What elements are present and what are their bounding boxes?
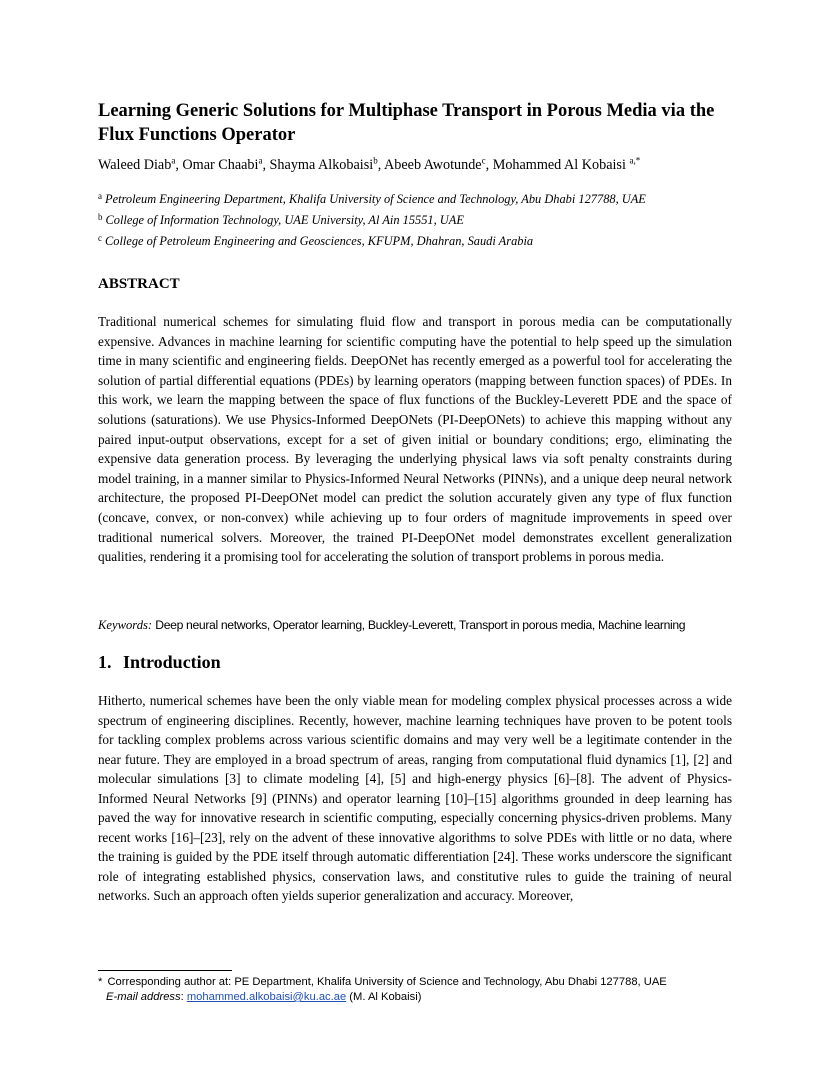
keywords-label: Keywords: — [98, 618, 153, 632]
footnote-email-line: E-mail address: mohammed.alkobaisi@ku.ac.ae (M. Al Kobaisi) — [106, 991, 422, 1003]
affiliation-text: College of Petroleum Engineering and Geosciences, KFUPM, Dhahran, Saudi Arabia — [105, 234, 534, 248]
affiliation-mark: a — [98, 191, 102, 201]
footnote-mark: * — [98, 976, 103, 988]
affiliation-mark: c — [98, 233, 102, 243]
author-affiliation-mark: c — [481, 155, 486, 166]
abstract-heading: ABSTRACT — [98, 276, 180, 292]
email-owner: (M. Al Kobaisi) — [349, 991, 422, 1003]
author-name: Mohammed Al Kobaisi — [492, 157, 626, 173]
author-affiliation-mark: a — [258, 155, 263, 166]
keywords — [98, 618, 738, 633]
footnote-text: Corresponding author at: PE Department, Khalifa University of Science and Technology, Abu Dhabi 127788, UAE — [107, 976, 667, 988]
author-affiliation-mark: a — [171, 155, 176, 166]
author-affiliation-mark: b — [373, 155, 378, 166]
section-title: Introduction — [123, 652, 221, 672]
keywords-text: Deep neural networks, Operator learning, Buckley-Leverett, Transport in porous media, Machine learning — [155, 618, 686, 632]
author-list: Waleed Diab$^a$, Omar Chaabi$^a$, Shayma Alkobaisi$^b$, Abeeb Awotunde$^c$, Mohammed Al Kobaisi $^{a,*}$ — [98, 155, 641, 173]
affiliation-text: College of Information Technology, UAE University, Al Ain 15551, UAE — [105, 213, 464, 227]
introduction-heading — [98, 652, 221, 673]
footnote-divider — [98, 970, 232, 971]
abstract-text: Traditional numerical schemes for simulating fluid flow and transport in porous media can be computationally expensive. Advances in machine learning for scientific computing have the potential to help speed up the simulation time in many scientific and engineering fields. DeepONet has recently emerged as a powerful tool for accelerating the solution of partial differential equations (PDEs) by learning operators (mapping between function spaces) of PDEs. In this work, we learn the mapping between the space of flux functions of the Buckley-Leverett PDE and the space of solutions (saturations). We use Physics-Informed DeepONets (PI-DeepONets) to achieve this mapping without any paired input-output observations, except for a set of given initial or boundary conditions; ergo, eliminating the expensive data generation process. By leveraging the underlying physical laws via soft penalty constraints during model training, in a manner similar to Physics-Informed Neural Networks (PINNs), and a unique deep neural network architecture, the proposed PI-DeepONet model can predict the solution accurately given any type of flux function (concave, convex, or non-convex) while achieving up to four orders of magnitude improvements in speed over traditional numerical solvers. Moreover, the trained PI-DeepONet model demonstrates excellent generalization qualities, rendering it a promising tool for accelerating the solution of transport problems in porous media. — [98, 314, 732, 565]
author-name: Omar Chaabi — [182, 157, 259, 173]
paper-title: Learning Generic Solutions for Multiphase Transport in Porous Media via the Flux Functions Operator — [98, 101, 715, 145]
affiliation-item — [98, 229, 738, 250]
affiliation-text: Petroleum Engineering Department, Khalifa University of Science and Technology, Abu Dhabi 127788, UAE — [105, 192, 646, 206]
author-name: Waleed Diab — [98, 157, 172, 173]
author-name: Shayma Alkobaisi — [269, 157, 374, 173]
email-label: E-mail address — [106, 991, 181, 1003]
section-number: 1. — [98, 652, 112, 672]
footnote — [98, 975, 758, 1005]
affiliation-list — [98, 187, 738, 250]
affiliation-mark: b — [98, 212, 103, 222]
footnote-line — [98, 975, 758, 990]
email-link[interactable]: mohammed.alkobaisi@ku.ac.ae — [186, 991, 347, 1003]
affiliation-item — [98, 187, 738, 208]
affiliation-item — [98, 208, 738, 229]
introduction-text: Hitherto, numerical schemes have been the only viable mean for modeling complex physical processes across a wide spectrum of engineering disciplines. Recently, however, machine learning techniques have proven to be potent tools for tackling complex problems across various scientific domains and may very well be a legitimate contender in the near future. They are employed in a broad spectrum of areas, ranging from computational fluid dynamics [1], [2] and molecular simulations [3] to climate modeling [4], [5] and high-energy physics [6]–[8]. The advent of Physics-Informed Neural Networks [9] (PINNs) and operator learning [10]–[15] algorithms grounded in deep learning has paved the way for innovative research in scientific computing, especially concerning physics-driven problems. Many recent works [16]–[23], rely on the advent of these innovative algorithms to solve PDEs with little or no data, where the training is guided by the PDE itself through automatic differentiation [24]. These works underscore the significant role of integrating established physics, conservation laws, and constitutive rules to guide the training of neural networks. Such an approach often yields superior generalization and accuracy. Moreover, — [98, 693, 732, 903]
author-name: Abeeb Awotunde — [384, 157, 482, 173]
author-affiliation-mark: a,* — [629, 155, 641, 166]
